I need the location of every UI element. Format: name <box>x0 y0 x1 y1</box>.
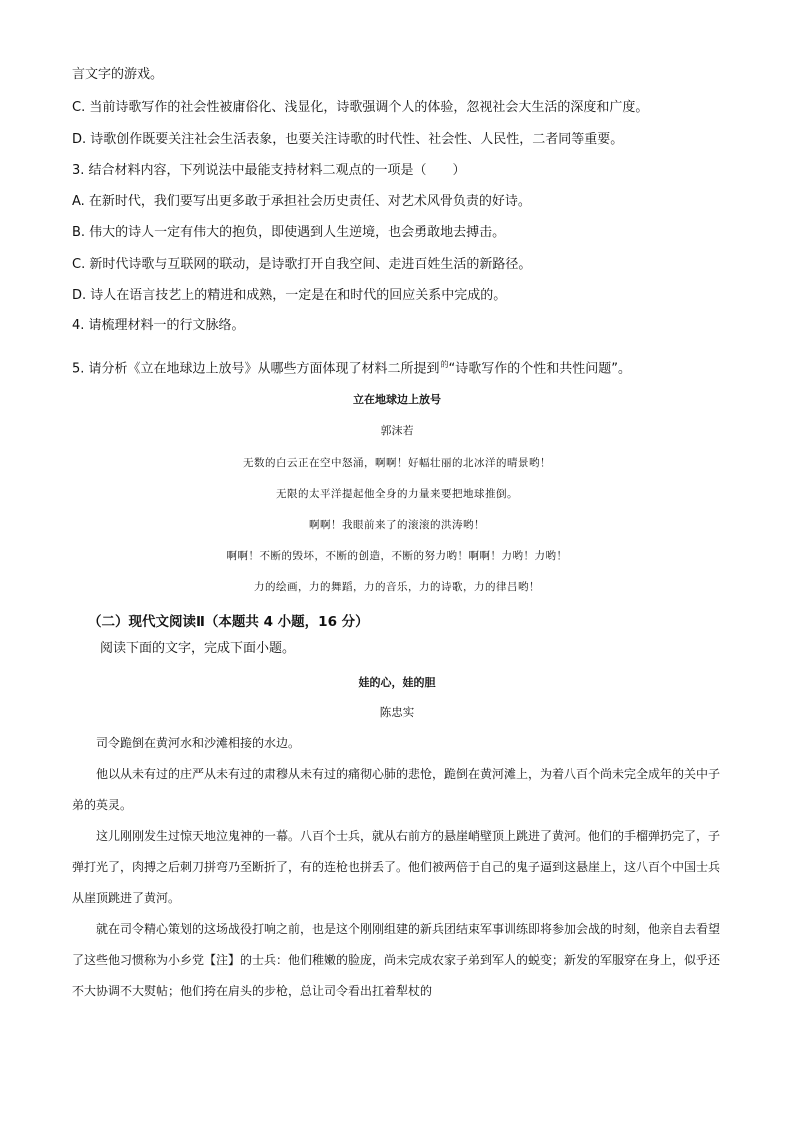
story-author: 陈忠实 <box>379 705 415 719</box>
option-3c: C. 新时代诗歌与互联网的联动，是诗歌打开自我空间、走进百姓生活的新路径。 <box>72 257 532 272</box>
question-5-quote: “诗歌写作的个性和共性问题”。 <box>448 361 632 377</box>
poem-line: 啊啊！不断的毁坏，不断的创造，不断的努力哟！啊啊！力哟！力哟！ <box>226 550 568 562</box>
option-2d: D. 诗歌创作既要关注社会生活表象，也要关注诗歌的时代性、社会性、人民性，二者同等重要。 <box>72 132 624 147</box>
section-instruction: 阅读下面的文字，完成下面小题。 <box>100 641 296 656</box>
option-3a: A. 在新时代，我们要写出更多敢于承担社会历史责任、对艺术风骨负责的好诗。 <box>72 194 531 209</box>
option-3d: D. 诗人在语言技艺上的精进和成熟，一定是在和时代的回应关系中完成的。 <box>72 288 507 303</box>
poem-author: 郭沫若 <box>380 424 414 437</box>
question-3: 3. 结合材料内容，下列说法中最能支持材料二观点的一项是（ ） <box>72 163 466 178</box>
option-continuation: 言文字的游戏。 <box>72 67 164 82</box>
question-5-mark: 的 <box>440 360 449 369</box>
poem-line: 无数的白云正在空中怒涌，啊啊！好幅壮丽的北冰洋的晴景哟！ <box>243 457 551 469</box>
option-2c: C. 当前诗歌写作的社会性被庸俗化、浅显化，诗歌强调个人的体验，忽视社会大生活的深度和广度。 <box>72 100 649 115</box>
option-3b: B. 伟大的诗人一定有伟大的抱负，即使遇到人生逆境，也会勇敢地去搏击。 <box>72 225 506 240</box>
story-title: 娃的心，娃的胆 <box>358 676 436 689</box>
poem-line: 啊啊！我眼前来了的滚滚的洪涛哟！ <box>309 519 485 531</box>
question-5 <box>72 356 631 378</box>
story-paragraph: 司令跪倒在黄河水和沙滩相接的水边。 <box>96 736 301 750</box>
question-5-text: 5. 请分析《立在地球边上放号》从哪些方面体现了材料二所提到 <box>72 361 440 377</box>
question-4: 4. 请梳理材料一的行文脉络。 <box>72 318 245 333</box>
poem-line: 无限的太平洋提起他全身的力量来要把地球推倒。 <box>276 488 518 500</box>
poem-line: 力的绘画，力的舞蹈，力的音乐，力的诗歌，力的律吕哟！ <box>254 581 540 593</box>
poem-title: 立在地球边上放号 <box>353 393 441 406</box>
story-paragraph: 就在司令精心策划的这场战役打响之前，也是这个刚刚组建的新兵团结束军事训练即将参加会战的时刻，他亲自去看望了这些他习惯称为小乡党【注】的士兵：他们稚嫩的脸庞，尚未完成农家子弟到军人的蜕变；新发的军服穿在身上，似乎还不大协调不大熨帖；他们挎在肩头的步枪，总让司令看出扛着犁杖的 <box>72 922 721 998</box>
story-paragraph: 他以从未有过的庄严从未有过的肃穆从未有过的痛彻心肺的悲怆，跪倒在黄河滩上，为着八百个尚未完全成年的关中子弟的英灵。 <box>72 767 721 812</box>
story-paragraph: 这儿刚刚发生过惊天地泣鬼神的一幕。八百个士兵，就从右前方的悬崖峭壁顶上跳进了黄河。他们的手榴弹扔完了，子弹打光了，肉搏之后刺刀拼弯乃至断折了，有的连枪也拼丢了。他们被两倍于自己的鬼子逼到这悬崖上，这八百个中国士兵从崖顶跳进了黄河。 <box>72 829 721 905</box>
section-heading: （二）现代文阅读Ⅱ（本题共 4 小题，16 分） <box>88 614 369 630</box>
